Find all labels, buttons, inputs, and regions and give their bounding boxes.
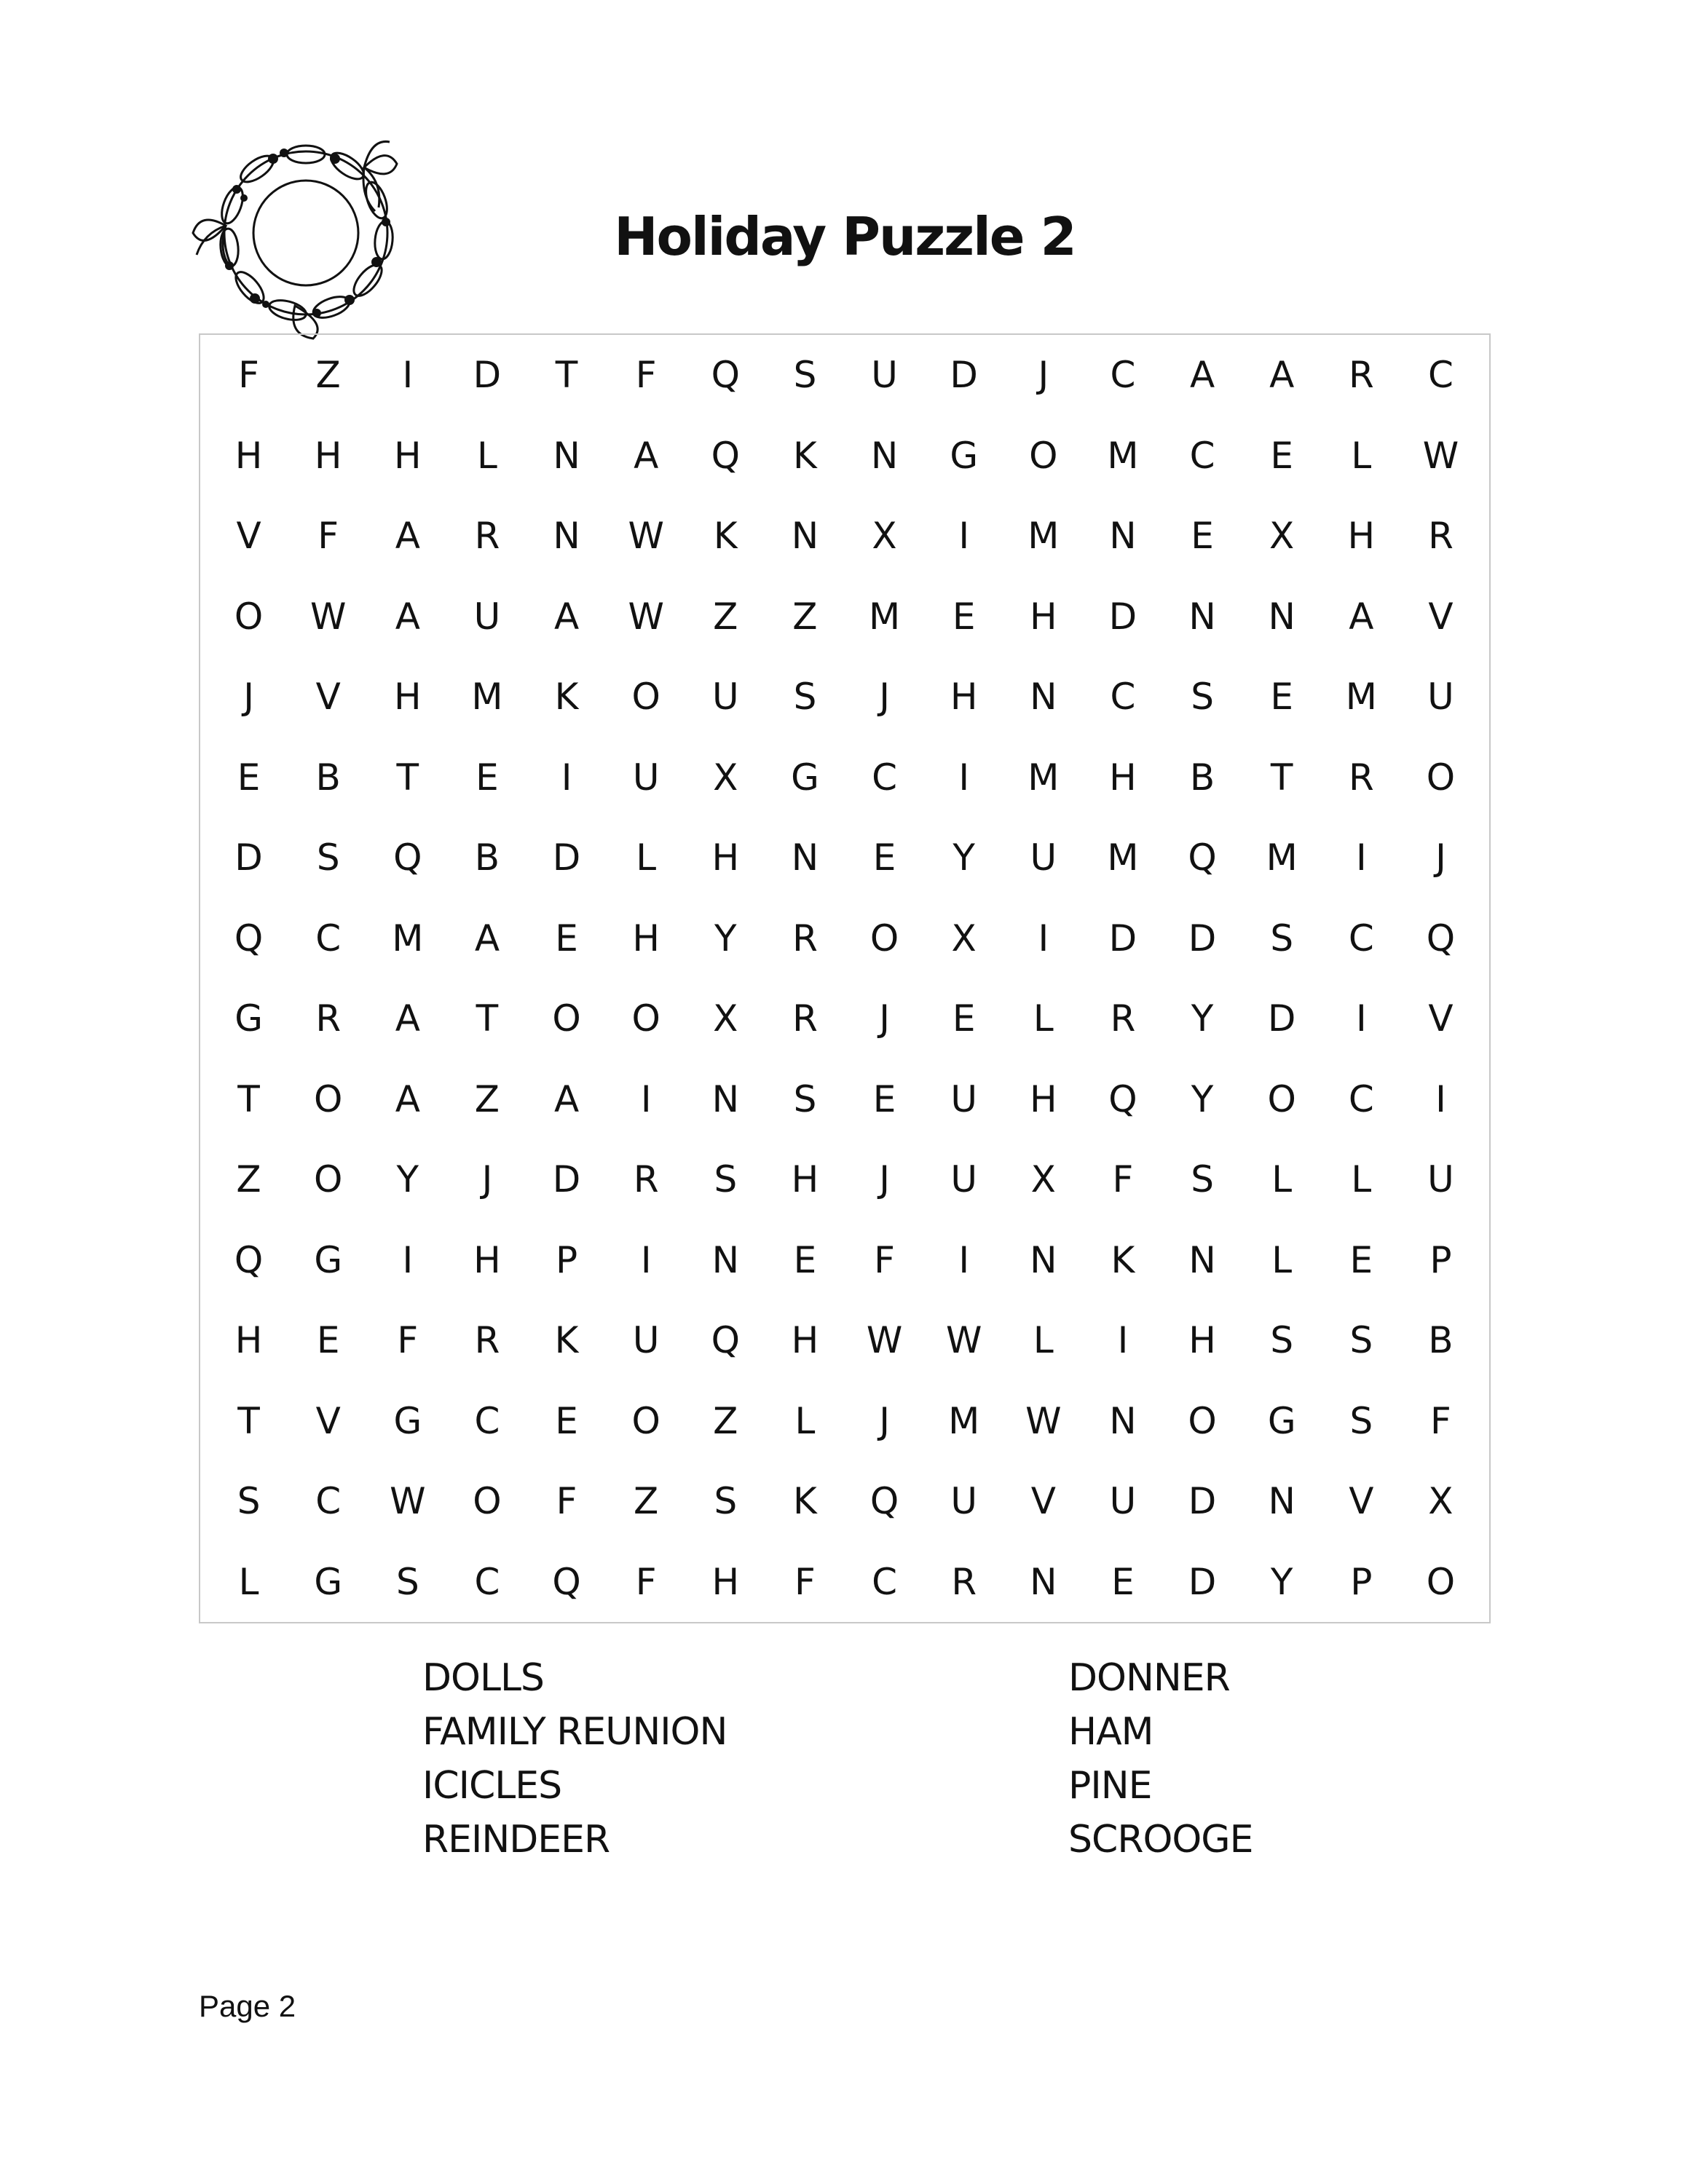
grid-letter: A <box>1189 354 1215 397</box>
grid-letter: C <box>872 1560 898 1603</box>
grid-letter: X <box>1428 1480 1454 1523</box>
grid-letter: F <box>397 1319 419 1362</box>
grid-letter: L <box>636 836 657 879</box>
grid-letter: D <box>552 836 581 879</box>
grid-letter: M <box>392 917 424 960</box>
grid-letter: G <box>234 997 263 1040</box>
grid-letter: G <box>314 1560 343 1603</box>
grid-letter: E <box>952 997 976 1040</box>
grid-letter: L <box>1271 1158 1293 1201</box>
grid-letter: O <box>1029 434 1058 477</box>
grid-letter: Y <box>396 1158 419 1201</box>
grid-letter: A <box>395 997 420 1040</box>
grid-letter: N <box>791 515 819 558</box>
grid-letter: K <box>793 1480 817 1523</box>
grid-letter: H <box>394 676 422 719</box>
grid-letter: S <box>1270 917 1294 960</box>
grid-letter: J <box>1038 354 1049 397</box>
grid-letter: G <box>791 756 819 799</box>
grid-letter: D <box>1267 997 1296 1040</box>
grid-letter: C <box>1348 1077 1374 1120</box>
grid-letter: C <box>1348 917 1374 960</box>
grid-letter: H <box>711 836 740 879</box>
word-list-item: PINE <box>1068 1764 1152 1808</box>
grid-letter: E <box>952 595 976 638</box>
grid-letter: I <box>402 1238 414 1281</box>
grid-letter: T <box>396 756 419 799</box>
grid-letter: S <box>1191 1158 1214 1201</box>
grid-letter: L <box>1271 1238 1293 1281</box>
grid-letter: B <box>1428 1319 1454 1362</box>
grid-letter: R <box>1110 997 1136 1040</box>
grid-letter: N <box>1268 1480 1295 1523</box>
grid-letter: X <box>713 756 738 799</box>
grid-letter: U <box>712 676 739 719</box>
grid-letter: R <box>633 1158 659 1201</box>
grid-letter: Q <box>393 836 422 879</box>
grid-letter: O <box>1426 1560 1456 1603</box>
grid-letter: E <box>1111 1560 1135 1603</box>
grid-letter: H <box>1347 515 1376 558</box>
grid-letter: U <box>950 1077 977 1120</box>
grid-letter: C <box>1189 434 1215 477</box>
grid-letter: M <box>1107 836 1139 879</box>
grid-letter: H <box>1030 1077 1057 1120</box>
grid-letter: U <box>1109 1480 1137 1523</box>
grid-letter: E <box>793 1238 817 1281</box>
grid-letter: Z <box>713 595 738 638</box>
grid-letter: S <box>1349 1399 1373 1442</box>
grid-letter: V <box>1030 1480 1056 1523</box>
grid-letter: T <box>476 997 499 1040</box>
grid-letter: M <box>1266 836 1298 879</box>
grid-letter: Q <box>1108 1077 1137 1120</box>
grid-letter: N <box>1030 1560 1057 1603</box>
grid-letter: C <box>872 756 898 799</box>
grid-letter: J <box>879 1399 890 1442</box>
grid-letter: S <box>1349 1319 1373 1362</box>
grid-letter: T <box>1270 756 1293 799</box>
grid-letter: I <box>1355 836 1367 879</box>
grid-letter: H <box>791 1319 819 1362</box>
grid-letter: C <box>1110 354 1136 397</box>
grid-letter: S <box>793 354 817 397</box>
grid-letter: L <box>477 434 497 477</box>
grid-letter: M <box>1028 515 1060 558</box>
grid-letter: C <box>1427 354 1454 397</box>
grid-letter: O <box>1426 756 1456 799</box>
grid-letter: U <box>950 1480 977 1523</box>
grid-letter: X <box>1030 1158 1056 1201</box>
grid-letter: T <box>237 1399 260 1442</box>
grid-letter: I <box>958 515 970 558</box>
grid-letter: F <box>1430 1399 1451 1442</box>
grid-letter: E <box>872 1077 896 1120</box>
grid-letter: V <box>1428 595 1454 638</box>
grid-letter: C <box>1110 676 1136 719</box>
grid-letter: Q <box>711 354 740 397</box>
grid-letter: R <box>1348 756 1374 799</box>
grid-letter: F <box>318 515 339 558</box>
grid-letter: O <box>631 1399 660 1442</box>
grid-letter: O <box>473 1480 502 1523</box>
grid-letter: E <box>316 1319 340 1362</box>
grid-letter: X <box>713 997 738 1040</box>
grid-letter: Q <box>711 434 740 477</box>
grid-letter: I <box>958 756 970 799</box>
grid-letter: N <box>553 515 580 558</box>
word-list-item: ICICLES <box>422 1764 562 1808</box>
grid-letter: V <box>236 515 261 558</box>
grid-letter: V <box>1428 997 1454 1040</box>
grid-letter: D <box>1188 1480 1217 1523</box>
grid-letter: O <box>1188 1399 1217 1442</box>
grid-letter: N <box>791 836 819 879</box>
grid-letter: K <box>554 676 579 719</box>
grid-letter: D <box>234 836 263 879</box>
word-list-item: DONNER <box>1068 1656 1230 1700</box>
grid-letter: A <box>395 515 420 558</box>
grid-letter: O <box>869 917 899 960</box>
grid-letter: I <box>1435 1077 1446 1120</box>
word-list-right <box>1068 1651 1253 1867</box>
grid-letter: Y <box>953 836 975 879</box>
grid-letter: E <box>555 917 578 960</box>
grid-letter: Z <box>713 1399 738 1442</box>
grid-letter: G <box>1267 1399 1296 1442</box>
grid-letter: J <box>879 1158 890 1201</box>
grid-letter: W <box>309 595 347 638</box>
grid-letter: B <box>315 756 341 799</box>
grid-letter: N <box>1268 595 1295 638</box>
word-search-grid <box>199 333 1491 1623</box>
grid-letter: N <box>1188 1238 1216 1281</box>
grid-letter: X <box>951 917 977 960</box>
grid-letter: U <box>632 1319 660 1362</box>
grid-letter: Q <box>1188 836 1217 879</box>
grid-letter: D <box>1108 917 1137 960</box>
grid-letter: I <box>1038 917 1049 960</box>
grid-letter: V <box>1349 1480 1374 1523</box>
grid-letter: N <box>711 1238 740 1281</box>
grid-letter: R <box>474 515 500 558</box>
grid-letter: K <box>1111 1238 1135 1281</box>
grid-letter: I <box>958 1238 970 1281</box>
grid-letter: U <box>632 756 660 799</box>
grid-letter: J <box>879 676 890 719</box>
grid-letter: M <box>1345 676 1377 719</box>
grid-letter: E <box>872 836 896 879</box>
grid-letter: O <box>552 997 581 1040</box>
grid-letter: L <box>1033 997 1054 1040</box>
grid-letter: N <box>1030 1238 1057 1281</box>
grid-letter: L <box>794 1399 816 1442</box>
grid-letter: R <box>1348 354 1374 397</box>
grid-letter: I <box>402 354 414 397</box>
grid-letter: D <box>1108 595 1137 638</box>
grid-letter: A <box>553 595 580 638</box>
grid-letter: M <box>471 676 503 719</box>
grid-letter: S <box>1191 676 1214 719</box>
grid-letter: Z <box>634 1480 659 1523</box>
grid-letter: Y <box>1191 1077 1214 1120</box>
grid-letter: R <box>792 917 818 960</box>
grid-letter: S <box>1270 1319 1294 1362</box>
grid-letter: P <box>1350 1560 1373 1603</box>
grid-letter: H <box>711 1560 740 1603</box>
grid-letter: C <box>315 1480 342 1523</box>
grid-letter: N <box>1109 1399 1137 1442</box>
grid-letter: E <box>555 1399 578 1442</box>
grid-letter: R <box>474 1319 500 1362</box>
grid-letter: I <box>1355 997 1367 1040</box>
grid-letter: W <box>1025 1399 1062 1442</box>
grid-letter: S <box>316 836 340 879</box>
grid-letter: N <box>553 434 580 477</box>
grid-letter: M <box>948 1399 980 1442</box>
grid-letter: S <box>793 1077 817 1120</box>
grid-letter: M <box>1107 434 1139 477</box>
grid-letter: W <box>628 595 664 638</box>
grid-letter: S <box>714 1480 738 1523</box>
grid-letter: H <box>950 676 978 719</box>
word-list-item: DOLLS <box>422 1656 544 1700</box>
grid-letter: U <box>950 1158 977 1201</box>
grid-letter: H <box>314 434 342 477</box>
grid-letter: X <box>1269 515 1295 558</box>
grid-letter: N <box>1188 595 1216 638</box>
word-list-item: FAMILY REUNION <box>422 1710 727 1754</box>
grid-letter: H <box>1188 1319 1216 1362</box>
grid-letter: D <box>1188 1560 1217 1603</box>
grid-letter: J <box>879 997 890 1040</box>
grid-letter: S <box>237 1480 261 1523</box>
grid-letter: Z <box>792 595 818 638</box>
grid-letter: Y <box>1270 1560 1293 1603</box>
grid-letter: J <box>243 676 254 719</box>
grid-letter: E <box>1191 515 1214 558</box>
grid-letter: A <box>395 1077 420 1120</box>
grid-letter: P <box>1429 1238 1452 1281</box>
grid-letter: E <box>476 756 499 799</box>
grid-letter: F <box>556 1480 577 1523</box>
grid-letter: Y <box>1191 997 1214 1040</box>
grid-letter: X <box>872 515 897 558</box>
grid-letter: A <box>474 917 500 960</box>
grid-letter: H <box>473 1238 501 1281</box>
grid-letter: J <box>1435 836 1446 879</box>
grid-letter: V <box>315 676 341 719</box>
grid-letter: H <box>1030 595 1057 638</box>
grid-letter: D <box>950 354 978 397</box>
grid-letter: P <box>555 1238 578 1281</box>
grid-letter: C <box>315 917 342 960</box>
grid-letter: I <box>640 1077 652 1120</box>
grid-letter: Z <box>315 354 341 397</box>
grid-letter: F <box>794 1560 816 1603</box>
grid-letter: V <box>315 1399 341 1442</box>
grid-letter: F <box>1112 1158 1134 1201</box>
grid-letter: A <box>553 1077 580 1120</box>
grid-letter: I <box>561 756 572 799</box>
grid-letter: G <box>950 434 979 477</box>
grid-letter: W <box>866 1319 903 1362</box>
grid-letter: U <box>1427 1158 1454 1201</box>
grid-letter: H <box>234 1319 263 1362</box>
grid-letter: D <box>552 1158 581 1201</box>
grid-letter: O <box>314 1158 343 1201</box>
grid-letter: U <box>1030 836 1057 879</box>
grid-letter: N <box>711 1077 740 1120</box>
grid-letter: O <box>1267 1077 1296 1120</box>
grid-letter: L <box>1351 1158 1372 1201</box>
grid-letter: Z <box>236 1158 261 1201</box>
grid-letter: E <box>1270 434 1293 477</box>
word-list-left <box>422 1651 727 1867</box>
grid-letter: T <box>555 354 578 397</box>
grid-letter: Q <box>552 1560 581 1603</box>
grid-letter: C <box>474 1399 500 1442</box>
grid-letter: W <box>628 515 664 558</box>
grid-letter: O <box>234 595 264 638</box>
page-title: Holiday Puzzle 2 <box>614 206 1076 267</box>
grid-letter: Q <box>234 917 264 960</box>
grid-letter: O <box>631 997 660 1040</box>
grid-letter: S <box>793 676 817 719</box>
grid-letter: M <box>1028 756 1060 799</box>
grid-letter: S <box>395 1560 419 1603</box>
grid-letter: F <box>635 1560 657 1603</box>
grid-letter: E <box>1349 1238 1373 1281</box>
grid-letter: A <box>634 434 659 477</box>
grid-letter: R <box>792 997 818 1040</box>
grid-letter: I <box>640 1238 652 1281</box>
grid-letter: K <box>713 515 738 558</box>
word-list-item: SCROOGE <box>1068 1818 1253 1861</box>
grid-letter: J <box>481 1158 493 1201</box>
grid-letter: L <box>1351 434 1372 477</box>
grid-letter: N <box>1109 515 1137 558</box>
grid-letter: D <box>1188 917 1217 960</box>
grid-letter: A <box>1349 595 1374 638</box>
grid-letter: R <box>315 997 342 1040</box>
grid-letter: Z <box>474 1077 500 1120</box>
grid-letter: H <box>234 434 263 477</box>
grid-letter: F <box>874 1238 895 1281</box>
grid-letter: E <box>1270 676 1293 719</box>
grid-letter: I <box>1117 1319 1129 1362</box>
grid-letter: Y <box>714 917 737 960</box>
grid-letter: F <box>635 354 657 397</box>
grid-letter: W <box>945 1319 982 1362</box>
grid-letter: K <box>554 1319 579 1362</box>
grid-letter: H <box>791 1158 819 1201</box>
grid-letter: H <box>1109 756 1137 799</box>
grid-letter: G <box>314 1238 343 1281</box>
grid-letter: T <box>237 1077 260 1120</box>
grid-letter: H <box>632 917 660 960</box>
word-list-item: REINDEER <box>422 1818 610 1861</box>
grid-letter: Q <box>711 1319 740 1362</box>
grid-letter: C <box>474 1560 500 1603</box>
grid-letter: D <box>473 354 502 397</box>
grid-letter: B <box>1189 756 1215 799</box>
grid-letter: W <box>390 1480 426 1523</box>
grid-letter: O <box>314 1077 343 1120</box>
grid-letter: U <box>871 354 898 397</box>
grid-letter: Q <box>1426 917 1456 960</box>
grid-letter: L <box>1033 1319 1054 1362</box>
page-number: Page 2 <box>199 1989 296 2023</box>
grid-letter: R <box>1428 515 1454 558</box>
grid-letter: U <box>1427 676 1454 719</box>
grid-letter: E <box>237 756 261 799</box>
grid-letter: W <box>1422 434 1459 477</box>
grid-letter: Q <box>869 1480 899 1523</box>
grid-letter: F <box>238 354 259 397</box>
grid-letter: S <box>714 1158 738 1201</box>
grid-letter: Q <box>234 1238 264 1281</box>
word-list-item: HAM <box>1068 1710 1153 1754</box>
grid-letter: R <box>951 1560 977 1603</box>
grid-letter: G <box>393 1399 422 1442</box>
grid-letter: H <box>394 434 422 477</box>
grid-letter: A <box>1269 354 1295 397</box>
grid-letter: N <box>870 434 899 477</box>
grid-letter: B <box>474 836 500 879</box>
grid-letter: K <box>793 434 817 477</box>
wreath-illustration <box>186 116 419 342</box>
grid-letter: L <box>238 1560 259 1603</box>
grid-letter: U <box>473 595 501 638</box>
grid-letter: A <box>395 595 420 638</box>
grid-letter: M <box>868 595 901 638</box>
grid-letter: N <box>1030 676 1057 719</box>
grid-letter: O <box>631 676 660 719</box>
